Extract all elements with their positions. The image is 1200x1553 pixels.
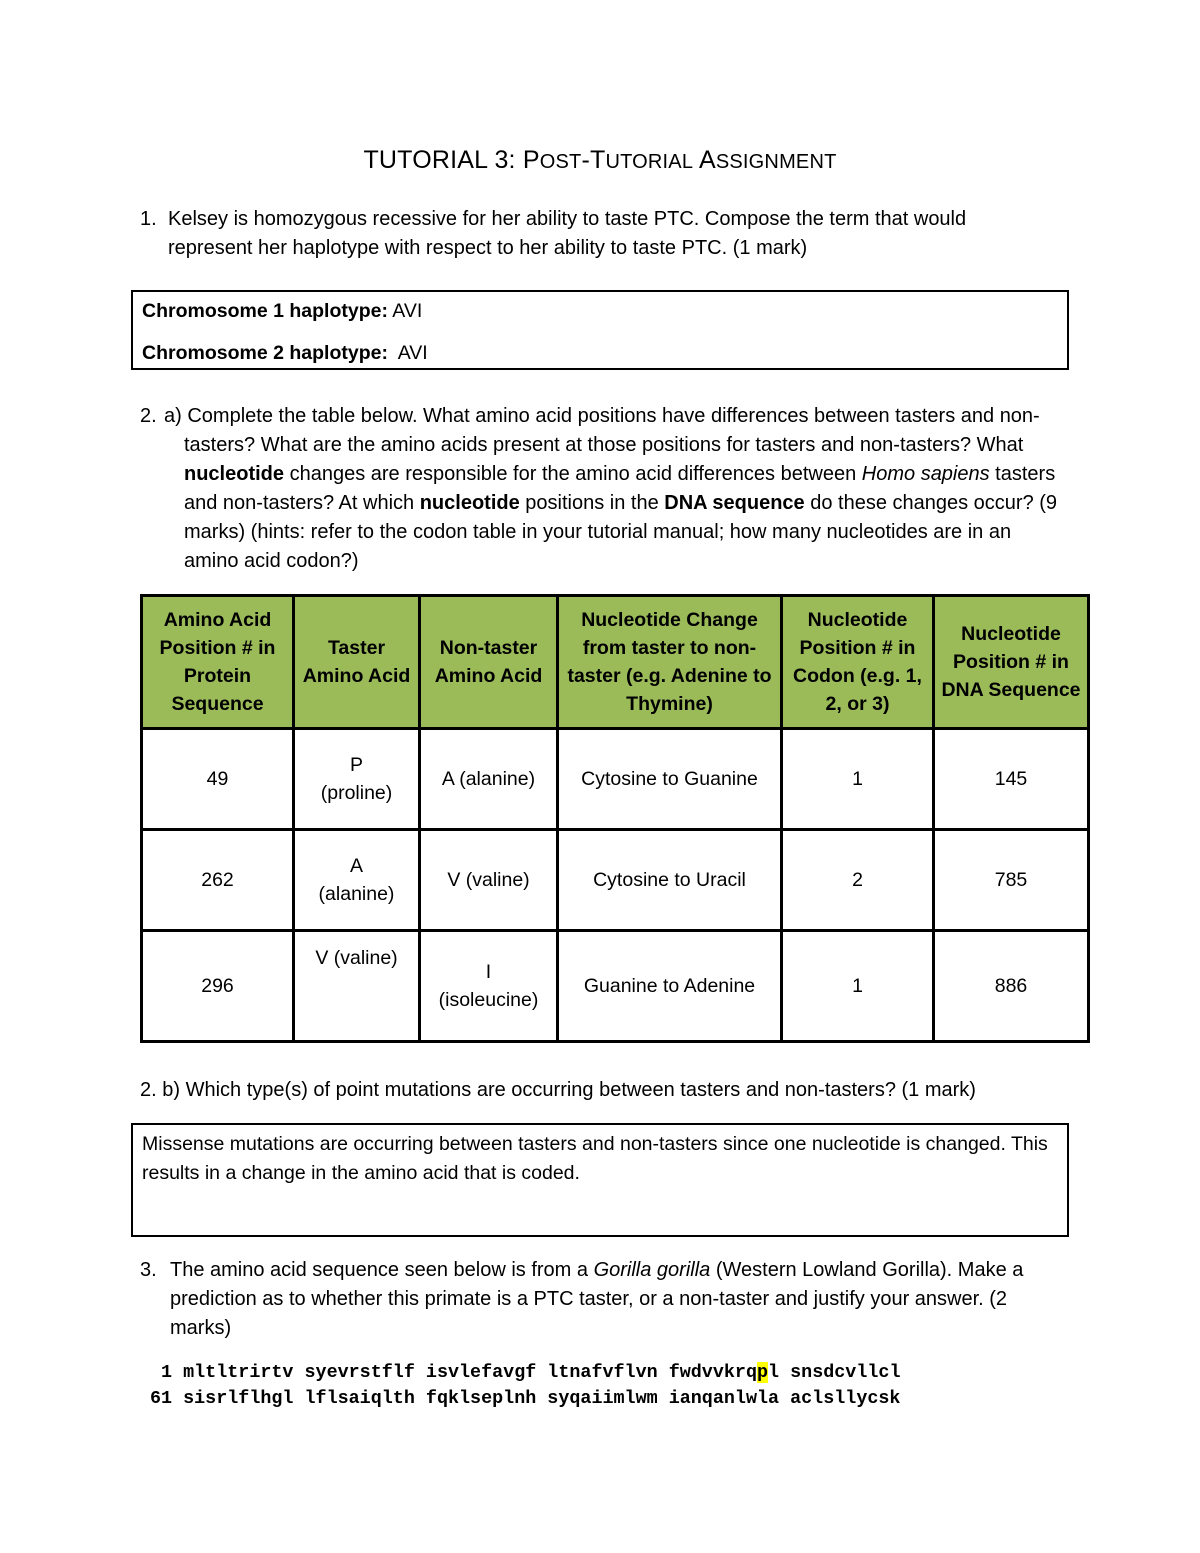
chromosome-1-label: Chromosome 1 haplotype: <box>142 300 388 322</box>
question-1 <box>140 205 1040 263</box>
cell-codon-position: 2 <box>782 830 934 931</box>
q3-italic-1: Gorilla gorilla <box>593 1259 711 1281</box>
question-3 <box>140 1256 1060 1343</box>
cell-taster-code: A <box>349 855 363 877</box>
q2a-bold-1: nucleotide <box>184 463 285 485</box>
q2a-bold-3: DNA sequence <box>664 492 805 514</box>
title-a: A <box>698 146 716 174</box>
question-3-text <box>170 1256 1060 1343</box>
cell-taster: V (valine) <box>294 931 420 1042</box>
title-dash: - <box>581 146 590 174</box>
cell-change: Guanine to Adenine <box>558 931 782 1042</box>
cell-taster <box>294 830 420 931</box>
question-2a <box>140 402 1060 576</box>
q2a-bold-2: nucleotide <box>419 492 520 514</box>
cell-position: 49 <box>142 729 294 830</box>
chromosome-2-label: Chromosome 2 haplotype: <box>142 342 388 364</box>
q3-text-1: The amino acid sequence seen below is from a <box>170 1259 594 1281</box>
chromosome-1-line <box>142 297 1058 326</box>
cell-dna-position: 145 <box>934 729 1089 830</box>
cell-position: 262 <box>142 830 294 931</box>
q2a-text-1: Complete the table below. What amino acid positions have differences between tasters and non-tasters? What are the amino acids present at those positions for tasters and non-tasters? What <box>181 405 1040 456</box>
q2a-italic-1: Homo sapiens <box>861 463 990 485</box>
q2a-text-5: do these changes occur? (9 marks) (hints: refer to the codon table in your tutorial manual; how many nucleotides are in an amino acid codon?) <box>184 492 1058 572</box>
chromosome-2-value: AVI <box>387 342 428 364</box>
cell-codon-position: 1 <box>782 729 934 830</box>
cell-taster-name: (proline) <box>320 782 393 804</box>
title-ssignment: SSIGNMENT <box>715 151 837 173</box>
cell-non-taster: A (alanine) <box>420 729 558 830</box>
cell-dna-position: 785 <box>934 830 1089 931</box>
sequence-line-1 <box>150 1360 900 1386</box>
header-nucleotide-change: Nucleotide Change from taster to non-taster (e.g. Adenine to Thymine) <box>558 596 782 729</box>
question-2b-answer: Missense mutations are occurring between tasters and non-tasters since one nucleotide is changed. This results in a change in the amino acid that is coded. <box>142 1133 1048 1184</box>
sequence-line-1-part-b: l snsdcvllcl <box>768 1362 901 1383</box>
question-2a-number: 2. <box>140 405 157 427</box>
cell-taster-name: (alanine) <box>318 883 395 905</box>
sequence-highlight: p <box>757 1362 769 1383</box>
cell-position: 296 <box>142 931 294 1042</box>
cell-taster <box>294 729 420 830</box>
cell-taster-code: P <box>349 754 363 776</box>
question-3-number: 3. <box>140 1259 157 1281</box>
question-1-number: 1. <box>140 208 157 230</box>
cell-non-taster-name: (isoleucine) <box>438 989 539 1011</box>
cell-non-taster <box>420 931 558 1042</box>
question-2b-number: 2. <box>140 1079 157 1101</box>
question-2a-part: a) <box>164 405 182 427</box>
header-dna-position: Nucleotide Position # in DNA Sequence <box>934 596 1089 729</box>
header-codon-position: Nucleotide Position # in Codon (e.g. 1, 2, or 3) <box>782 596 934 729</box>
cell-change: Cytosine to Guanine <box>558 729 782 830</box>
table-row <box>142 729 1089 830</box>
question-2b-text: Which type(s) of point mutations are occurring between tasters and non-tasters? (1 mark) <box>180 1079 976 1101</box>
question-2a-text <box>164 402 1060 576</box>
question-2b <box>140 1076 1080 1105</box>
table-header-row <box>142 596 1089 729</box>
question-2b-part: b) <box>162 1079 181 1101</box>
cell-non-taster: V (valine) <box>420 830 558 931</box>
header-taster: Taster Amino Acid <box>294 596 420 729</box>
table-row <box>142 931 1089 1042</box>
chromosome-1-value: AVI <box>387 300 423 322</box>
title-main: TUTORIAL 3: <box>363 146 523 174</box>
chromosome-2-line <box>142 339 1058 368</box>
q3-text-2: (Western Lowland Gorilla). Make a prediction as to whether this primate is a PTC taster, or a non-taster and justify your answer. (2 marks) <box>170 1259 1024 1339</box>
q2a-text-2: changes are responsible for the amino acid differences between <box>284 463 862 485</box>
title-t: T <box>589 146 606 174</box>
question-2b-answer-box <box>131 1123 1069 1237</box>
header-aa-position: Amino Acid Position # in Protein Sequence <box>142 596 294 729</box>
cell-non-taster-code: I <box>485 961 492 983</box>
cell-change: Cytosine to Uracil <box>558 830 782 931</box>
question-1-text: Kelsey is homozygous recessive for her ability to taste PTC. Compose the term that would represent her haplotype with respect to her ability to taste PTC. (1 mark) <box>168 208 967 259</box>
header-non-taster: Non-taster Amino Acid <box>420 596 558 729</box>
title-utorial: UTORIAL <box>605 151 694 173</box>
sequence-line-1-part-a: 1 mltltrirtv syevrstflf isvlefavgf ltnafvflvn fwdvvkrq <box>150 1362 757 1383</box>
cell-codon-position: 1 <box>782 931 934 1042</box>
sequence-line-2: 61 sisrlflhgl lflsaiqlth fqklseplnh syqaiimlwm ianqanlwla aclsllycsk <box>150 1388 901 1409</box>
q2a-text-4: positions in the <box>519 492 665 514</box>
title-ost: OST <box>539 151 582 173</box>
cell-dna-position: 886 <box>934 931 1089 1042</box>
q2a-text-3: tasters and non-tasters? At which <box>184 463 1056 514</box>
table-row <box>142 830 1089 931</box>
page-title <box>0 146 1200 175</box>
title-p: P <box>522 146 540 174</box>
amino-acid-table <box>140 594 1090 1043</box>
question-1-answer-box <box>131 290 1069 370</box>
